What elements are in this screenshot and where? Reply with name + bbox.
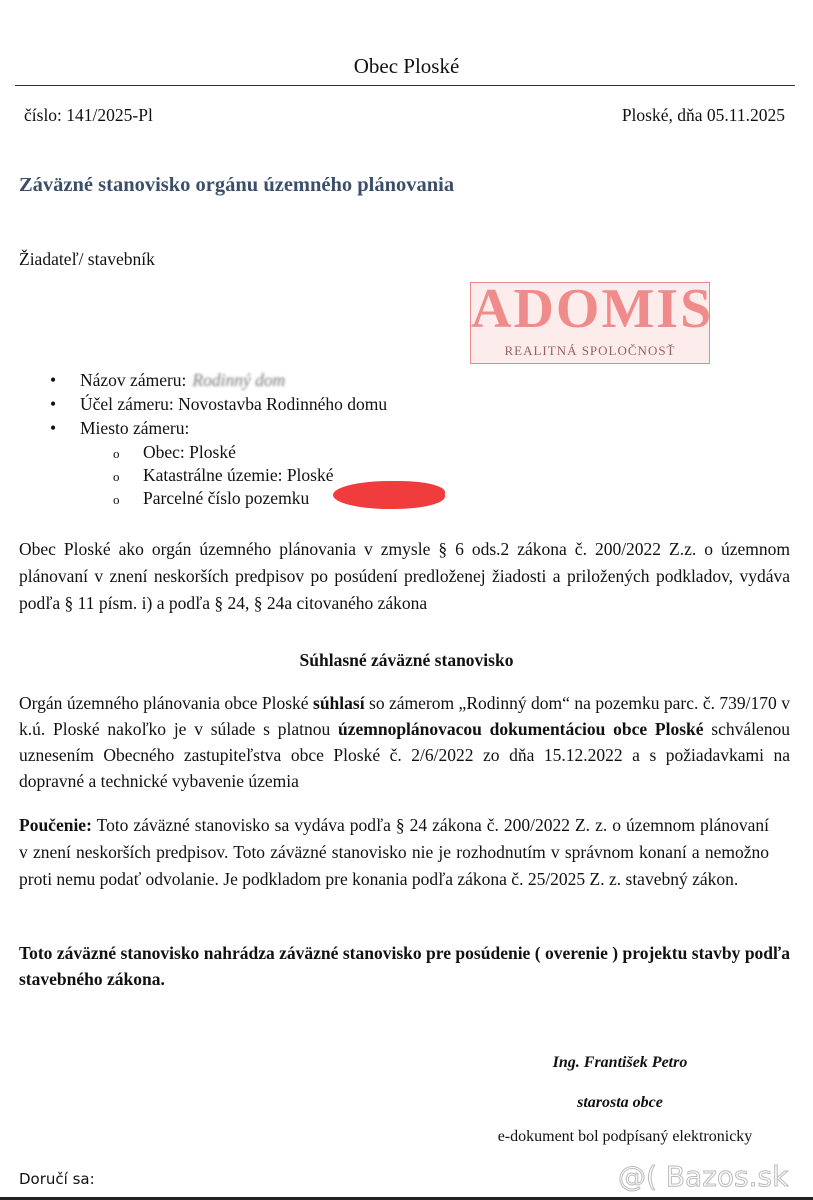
municipality-header: Obec Ploské bbox=[353, 54, 460, 78]
paragraph-replacement-note: Toto záväzné stanovisko nahrádza záväzné stanovisko pre posúdenie ( overenie ) projektu stavby podľa stavebného zákona. bbox=[19, 943, 790, 989]
paragraph-intro: Obec Ploské ako orgán územného plánovania v zmysle § 6 ods.2 zákona č. 200/2022 Z.z. o územnom plánovaní v znení neskorších predpisov po posúdení predloženej žiadosti a priložených podkladov, vydáva podľa § 11 písm. i) a podľa § 24, § 24a citovaného zákona bbox=[19, 539, 790, 613]
applicant-label: Žiadateľ/ stavebník bbox=[19, 249, 155, 269]
sub-list-item: o Parcelné číslo pozemku bbox=[113, 488, 309, 509]
signatory-name: Ing. František Petro bbox=[552, 1054, 688, 1071]
signatory-role: starosta obce bbox=[577, 1094, 663, 1111]
sub-list-item: o Katastrálne územie: Ploské bbox=[113, 465, 334, 486]
reference-number: číslo: 141/2025-Pl bbox=[24, 105, 153, 125]
adomis-watermark bbox=[470, 278, 714, 364]
list-item: • Miesto zámeru: bbox=[50, 418, 189, 439]
list-item: • Názov zámeru: Rodinný dom bbox=[50, 370, 285, 391]
header-divider bbox=[15, 85, 795, 86]
sub-list-item: o Obec: Ploské bbox=[113, 442, 236, 463]
adomis-logo: ADOMIS bbox=[471, 278, 714, 340]
adomis-subtitle: REALITNÁ SPOLOČNOSŤ bbox=[504, 343, 676, 358]
electronic-signature-note: e-dokument bol podpísaný elektronicky bbox=[497, 1128, 753, 1145]
list-item: • Účel zámeru: Novostavba Rodinného domu bbox=[50, 394, 387, 415]
paragraph-instruction: Poučenie: Toto záväzné stanovisko sa vydáva podľa § 24 zákona č. 200/2022 Z. z. o územnom plánovaní v znení neskorších predpisov. Toto záväzné stanovisko nie je rozhodnutím v správnom konaní a nemožno proti nemu podať odvolanie. Je podkladom pre konania podľa zákona č. 25/2025 Z. z. stavebný zákon. bbox=[19, 815, 769, 889]
blurred-project-name: Rodinný dom bbox=[192, 370, 286, 390]
document-date: Ploské, dňa 05.11.2025 bbox=[621, 105, 785, 125]
bazos-watermark: @( Bazos.sk bbox=[618, 1160, 789, 1193]
delivery-label: Doručí sa: bbox=[19, 1170, 95, 1188]
document-title: Záväzné stanovisko orgánu územného plánovania bbox=[19, 174, 455, 196]
section-subtitle: Súhlasné záväzné stanovisko bbox=[299, 650, 514, 670]
paragraph-consent: Orgán územného plánovania obce Ploské súhlasí so zámerom „Rodinný dom“ na pozemku parc. č. 739/170 v k.ú. Ploské nakoľko je v súlade s platnou územnoplánovacou dokumentáciou obce Ploské schválenou uznesením Obecného zastupiteľstva obce Ploské č. 2/6/2022 zo dňa 15.12.2022 a s požiadavkami na dopravné a technické vybavenie územia bbox=[19, 693, 791, 791]
redaction-mark bbox=[333, 481, 445, 509]
